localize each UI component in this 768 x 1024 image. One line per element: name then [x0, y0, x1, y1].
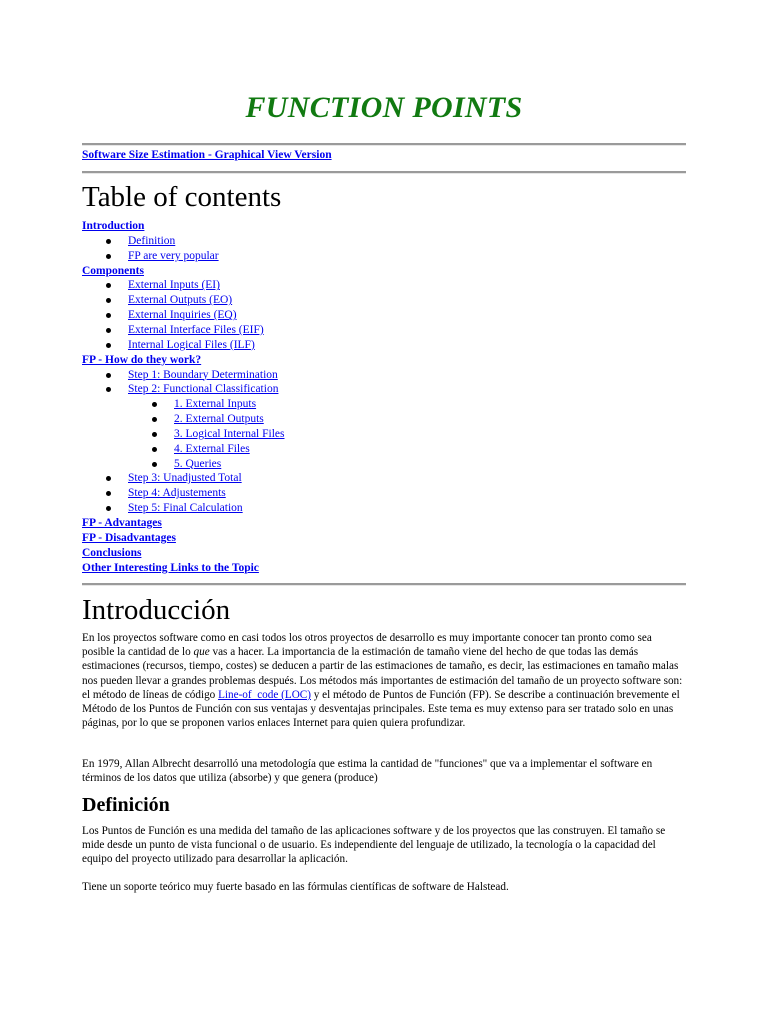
toc-link[interactable]: 3. Logical Internal Files: [174, 427, 285, 440]
toc-link[interactable]: Introduction: [82, 220, 145, 232]
bullet-icon: [106, 387, 111, 392]
toc-link[interactable]: External Inquiries (EQ): [128, 309, 237, 322]
page-title: FUNCTION POINTS: [245, 91, 523, 124]
bullet-icon: [106, 298, 111, 303]
divider: [82, 583, 686, 586]
toc-link[interactable]: Conclusions: [82, 546, 142, 559]
intro-text: En los proyectos software como en casi todos los otros proyectos de desarrollo es muy importante conocer tan pronto como sea posible la cantidad de lo: [82, 632, 652, 659]
bullet-icon: [152, 462, 157, 467]
toc-link[interactable]: 5. Queries: [174, 457, 222, 470]
toc-link[interactable]: Step 4: Adjustements: [128, 487, 226, 500]
loc-link[interactable]: Line-of_code (LOC): [218, 688, 311, 701]
toc-link[interactable]: Step 2: Functional Classification: [128, 383, 279, 396]
bullet-icon: [106, 283, 111, 288]
toc-link[interactable]: External Inputs (EI): [128, 279, 220, 292]
bullet-icon: [106, 506, 111, 511]
bullet-icon: [106, 313, 111, 318]
intro-paragraph: [82, 631, 686, 730]
bullet-icon: [152, 447, 157, 452]
graphical-version-link[interactable]: Software Size Estimation - Graphical View Version: [82, 149, 332, 161]
divider: [82, 171, 686, 174]
toc-link[interactable]: Step 1: Boundary Determination: [128, 368, 278, 381]
intro-text: y el método de Puntos de Función (FP). Se describe a continuación brevemente el Método de los Puntos de Función con sus ventajas y desventajas principales. Este tema es muy extenso para ser tratado solo en unas páginas, por lo que se proponen varios enlaces Internet para quien quiera profundizar.: [82, 688, 680, 730]
toc-link[interactable]: Components: [82, 264, 144, 277]
toc-link[interactable]: 2. External Outputs: [174, 413, 264, 426]
toc-link[interactable]: Other Interesting Links to the Topic: [82, 561, 259, 574]
definition-paragraph-2: Tiene un soporte teórico muy fuerte basado en las fórmulas científicas de software de Halstead.: [82, 881, 509, 893]
toc-link[interactable]: Definition: [128, 234, 176, 247]
bullet-icon: [152, 402, 157, 407]
intro-text: vas a hacer. La importancia de la estimación de tamaño viene del hecho de que todas las demás estimaciones (recursos, tiempo, costes) se deducen a partir de las estimaciones de tamaño, es decir, las estimaciones en tamaño malas nos pueden llevar a grandes problemas después. Los métodos más importantes de estimación del tamaño de un proyecto software son: el método de líneas de código: [82, 646, 683, 701]
toc-link[interactable]: FP - How do they work?: [82, 353, 202, 366]
toc-link[interactable]: FP - Advantages: [82, 517, 162, 529]
bullet-icon: [106, 239, 111, 244]
bullet-icon: [106, 373, 111, 378]
bullet-icon: [106, 343, 111, 348]
bullet-icon: [106, 328, 111, 333]
toc-link[interactable]: 4. External Files: [174, 442, 250, 455]
toc-link[interactable]: External Interface Files (EIF): [128, 323, 264, 336]
toc-link[interactable]: External Outputs (EO): [128, 294, 233, 307]
toc-link[interactable]: FP - Disadvantages: [82, 531, 176, 544]
toc-link[interactable]: Step 3: Unadjusted Total: [128, 472, 242, 485]
bullet-icon: [106, 491, 111, 496]
definition-heading: Definición: [82, 794, 170, 816]
toc-link[interactable]: 1. External Inputs: [174, 398, 257, 411]
toc-link[interactable]: Step 5: Final Calculation: [128, 502, 243, 515]
bullet-icon: [106, 254, 111, 259]
bullet-icon: [152, 417, 157, 422]
introduction-heading: Introducción: [82, 594, 231, 626]
intro-paragraph-2: En 1979, Allan Albrecht desarrolló una metodología que estima la cantidad de "funciones" que va a implementar el software en términos de los datos que utiliza (absorbe) y que genera (produce): [82, 758, 653, 785]
bullet-icon: [152, 432, 157, 437]
toc-link[interactable]: Internal Logical Files (ILF): [128, 338, 255, 351]
bullet-icon: [106, 476, 111, 481]
toc-link[interactable]: FP are very popular: [128, 249, 219, 262]
toc-heading: Table of contents: [82, 181, 282, 213]
definition-paragraph: Los Puntos de Función es una medida del tamaño de las aplicaciones software y de los proyectos que las construyen. El tamaño se mide desde un punto de vista funcional o de usuario. Es independiente del lenguaje de utilizado, la tecnología o la capacidad del equipo del proyecto utilizado para desarrollar la aplicación.: [82, 825, 666, 866]
intro-emphasis: que: [193, 646, 210, 659]
